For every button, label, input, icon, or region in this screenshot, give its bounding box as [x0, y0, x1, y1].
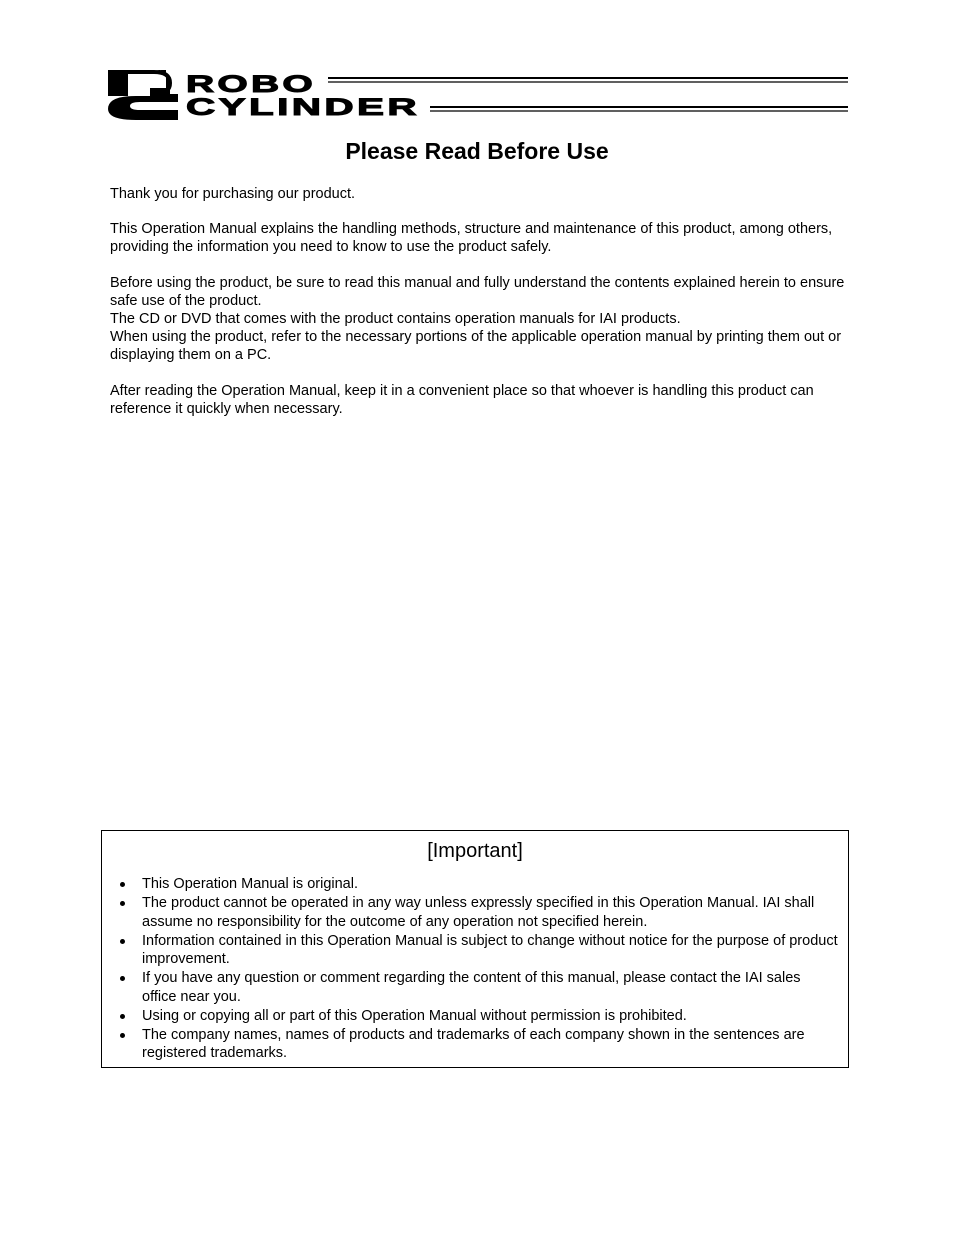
logo-word-robo: ROBO — [186, 71, 316, 98]
bullet-icon — [120, 882, 125, 887]
paragraph-refer-portions: When using the product, refer to the necessary portions of the applicable operation manual by printing them out or displaying them on a PC. — [110, 329, 842, 363]
list-item — [116, 932, 838, 969]
list-item — [116, 1007, 838, 1026]
list-item-text: This Operation Manual is original. — [142, 876, 358, 892]
bullet-icon — [120, 939, 125, 944]
important-notice-box — [101, 830, 849, 1068]
list-item-text: Using or copying all or part of this Operation Manual without permission is prohibited. — [142, 1007, 687, 1024]
list-item-text: Information contained in this Operation Manual is subject to change without notice for the purpose of product improvement. — [142, 932, 838, 967]
bullet-icon — [120, 901, 125, 906]
list-item — [116, 1026, 838, 1063]
logo-word-cylinder: CYLINDER — [186, 94, 420, 121]
paragraph-cd-dvd: The CD or DVD that comes with the product contains operation manuals for IAI products. — [110, 311, 681, 327]
paragraph-thanks: Thank you for purchasing our product. — [110, 186, 356, 202]
robo-cylinder-logo — [106, 70, 848, 122]
bullet-icon — [120, 976, 125, 981]
page-title: Please Read Before Use — [345, 138, 609, 164]
paragraph-read-before: Before using the product, be sure to read this manual and fully understand the contents explained herein to ensure safe use of the product. — [110, 275, 845, 309]
list-item-text: The company names, names of products and trademarks of each company shown in the sentences are registered trademarks. — [142, 1026, 805, 1061]
important-list — [116, 875, 838, 1063]
list-item-text: The product cannot be operated in any way unless expressly specified in this Operation Manual. IAI shall assume no responsibility for the outcome of any operation not specified herein. — [142, 895, 815, 930]
logo-graphic — [106, 70, 848, 122]
list-item-text: If you have any question or comment regarding the content of this manual, please contact the IAI sales office near you. — [142, 970, 801, 1005]
paragraph-keep-manual: After reading the Operation Manual, keep it in a convenient place so that whoever is handling this product can reference it quickly when necessary. — [110, 383, 814, 417]
list-item — [116, 969, 838, 1006]
paragraph-manual-explains: This Operation Manual explains the handling methods, structure and maintenance of this product, among others, providing the information you need to know to use the product safely. — [110, 221, 833, 255]
bullet-icon — [120, 1033, 125, 1038]
bullet-icon — [120, 1014, 125, 1019]
list-item — [116, 894, 838, 931]
list-item — [116, 875, 838, 894]
rc-mark-icon — [108, 70, 178, 120]
important-title: [Important] — [427, 840, 523, 862]
